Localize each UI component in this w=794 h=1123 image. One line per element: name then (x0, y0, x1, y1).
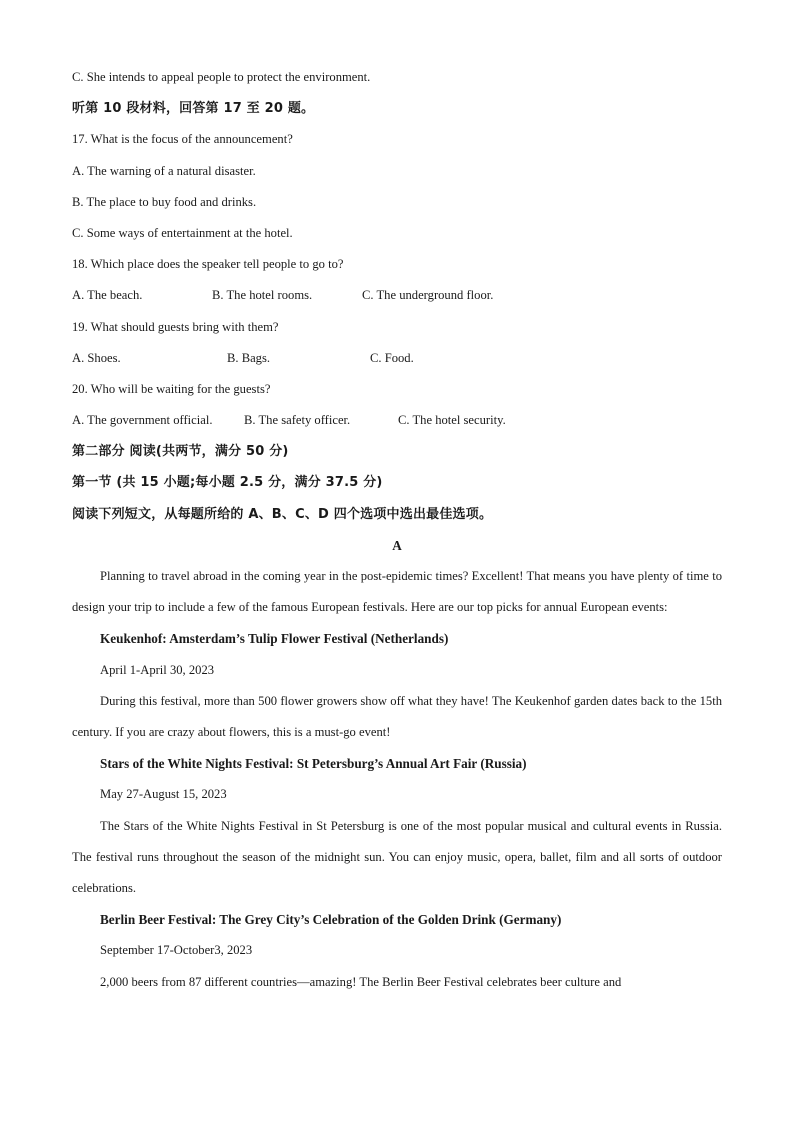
section-heading-listening-10: 听第 10 段材料，回答第 17 至 20 题。 (72, 101, 315, 117)
question-20-option-a: A. The government official. (72, 413, 213, 428)
exam-page (72, 62, 722, 998)
reading-instruction: 阅读下列短文，从每题所给的 A、B、C、D 四个选项中选出最佳选项。 (72, 506, 493, 522)
passage-letter: A (392, 537, 402, 553)
festival-3-dates: September 17-October3, 2023 (100, 943, 253, 958)
section-1-heading: 第一节 (共 15 小题;每小题 2.5 分，满分 37.5 分) (72, 475, 383, 491)
festival-1-dates: April 1-April 30, 2023 (100, 662, 215, 677)
passage-intro: Planning to travel abroad in the coming year in the post-epidemic times? Excellent! That means you have plenty of time to design your trip to include a few of the famous European festivals. Here are our top picks for annual European events: (72, 569, 722, 615)
festival-2-title: Stars of the White Nights Festival: St Petersburg’s Annual Art Fair (Russia) (100, 756, 527, 772)
option-c-prev: C. She intends to appeal people to protect the environment. (72, 70, 371, 84)
question-17-option-a: A. The warning of a natural disaster. (72, 163, 256, 178)
question-18-options (72, 280, 722, 311)
question-17-stem: 17. What is the focus of the announcement? (72, 132, 293, 147)
question-20-option-c: C. The hotel security. (398, 413, 506, 428)
question-17-option-b: B. The place to buy food and drinks. (72, 194, 257, 209)
festival-3-title: Berlin Beer Festival: The Grey City’s Celebration of the Golden Drink (Germany) (100, 912, 562, 928)
festival-1-description: During this festival, more than 500 flower growers show off what they have! The Keukenhof garden dates back to the 15th century. If you are crazy about flowers, this is a must-go event! (72, 693, 722, 739)
festival-3-description: 2,000 beers from 87 different countries—amazing! The Berlin Beer Festival celebrates beer culture and (100, 974, 622, 989)
festival-2-dates: May 27-August 15, 2023 (100, 787, 227, 802)
question-18-option-a: A. The beach. (72, 288, 143, 303)
question-18-option-b: B. The hotel rooms. (212, 288, 313, 303)
festival-2-description: The Stars of the White Nights Festival in St Petersburg is one of the most popular musical and cultural events in Russia. The festival runs throughout the season of the midnight sun. You can enjoy music, opera, ballet, film and all sorts of outdoor celebrations. (72, 818, 722, 895)
question-20-option-b: B. The safety officer. (244, 413, 351, 428)
question-19-stem: 19. What should guests bring with them? (72, 319, 279, 334)
question-18-stem: 18. Which place does the speaker tell people to go to? (72, 257, 344, 272)
question-20-stem: 20. Who will be waiting for the guests? (72, 381, 271, 396)
question-19-option-c: C. Food. (370, 350, 414, 365)
festival-1-title: Keukenhof: Amsterdam’s Tulip Flower Festival (Netherlands) (100, 631, 449, 647)
question-19-option-a: A. Shoes. (72, 350, 121, 365)
question-19-option-b: B. Bags. (227, 350, 271, 365)
question-17-option-c: C. Some ways of entertainment at the hotel. (72, 225, 293, 240)
question-18-option-c: C. The underground floor. (362, 288, 494, 303)
part-2-heading: 第二部分 阅读(共两节，满分 50 分) (72, 444, 289, 460)
question-20-options (72, 405, 722, 436)
question-19-options (72, 343, 722, 374)
